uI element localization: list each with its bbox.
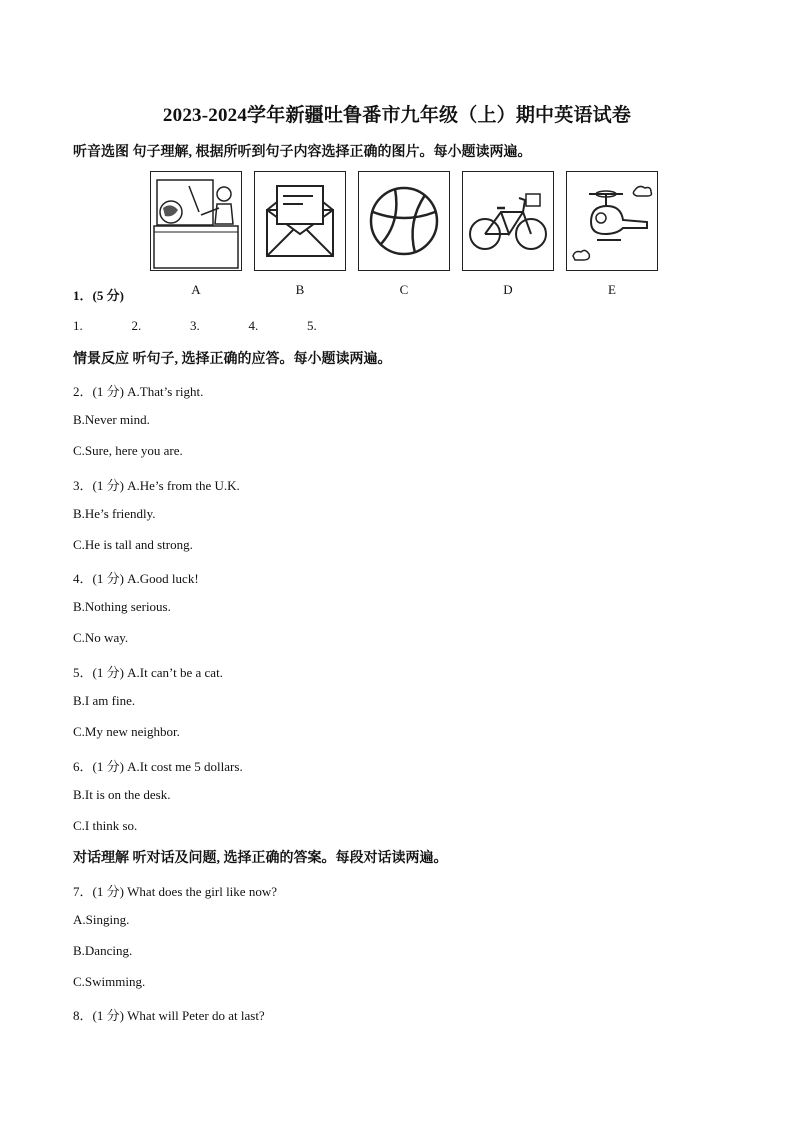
question-7-option-c: C.Swimming.: [73, 974, 146, 989]
question-7: 7．(1 分) What does the girl like now?: [73, 884, 277, 899]
answer-slot-4: 4.: [248, 318, 259, 333]
question-6: 6．(1 分) A.It cost me 5 dollars.: [73, 759, 243, 774]
figure-a: [150, 171, 242, 271]
question-6-option-b: B.It is on the desk.: [73, 787, 171, 802]
teacher-globe-icon: [151, 172, 241, 270]
question-5: 5．(1 分) A.It can’t be a cat.: [73, 665, 223, 680]
question-5-option-b: B.I am fine.: [73, 693, 136, 708]
question-8: 8．(1 分) What will Peter do at last?: [73, 1008, 265, 1023]
question-3-option-c: C.He is tall and strong.: [73, 537, 193, 552]
figure-label-c: C: [399, 282, 409, 297]
question-3: 3．(1 分) A.He’s from the U.K.: [73, 478, 240, 493]
figure-label-b: B: [295, 282, 305, 297]
question-7-option-a: A.Singing.: [73, 912, 130, 927]
question-1-numbers: [73, 318, 366, 334]
question-3-option-b: B.He’s friendly.: [73, 506, 156, 521]
answer-slot-5: 5.: [307, 318, 317, 333]
question-1-heading: 1．(5 分): [73, 288, 124, 303]
figure-label-e: E: [608, 282, 616, 297]
figure-label-a: A: [191, 282, 201, 297]
figure-e: [566, 171, 658, 271]
figure-c: [358, 171, 450, 271]
question-2-option-c: C.Sure, here you are.: [73, 443, 183, 458]
figure-b: [254, 171, 346, 271]
picture-options: [150, 171, 660, 303]
question-4: 4．(1 分) A.Good luck!: [73, 571, 199, 586]
page-title: 2023-2024学年新疆吐鲁番市九年级（上）期中英语试卷: [162, 105, 632, 126]
question-4-option-c: C.No way.: [73, 630, 129, 645]
answer-slot-3: 3.: [190, 318, 200, 333]
envelope-icon: [255, 172, 345, 270]
question-6-option-c: C.I think so.: [73, 818, 138, 833]
section-heading-dialogue-comprehension: 对话理解 听对话及问题, 选择正确的答案。每段对话读两遍。: [73, 851, 448, 866]
answer-slot-2: 2.: [131, 318, 142, 333]
helicopter-icon: [567, 172, 657, 270]
figure-d: [462, 171, 554, 271]
bicycle-icon: [463, 172, 553, 270]
basketball-icon: [359, 172, 449, 270]
question-5-option-c: C.My new neighbor.: [73, 724, 180, 739]
question-2: 2．(1 分) A.That’s right.: [73, 384, 204, 399]
answer-slot-1: 1.: [73, 318, 83, 333]
question-2-option-b: B.Never mind.: [73, 412, 150, 427]
section-heading-picture-choice: 听音选图 句子理解, 根据所听到句子内容选择正确的图片。每小题读两遍。: [73, 145, 532, 160]
question-4-option-b: B.Nothing serious.: [73, 599, 171, 614]
figure-label-d: D: [503, 282, 513, 297]
section-heading-situational-response: 情景反应 听句子, 选择正确的应答。每小题读两遍。: [73, 352, 392, 367]
question-7-option-b: B.Dancing.: [73, 943, 133, 958]
